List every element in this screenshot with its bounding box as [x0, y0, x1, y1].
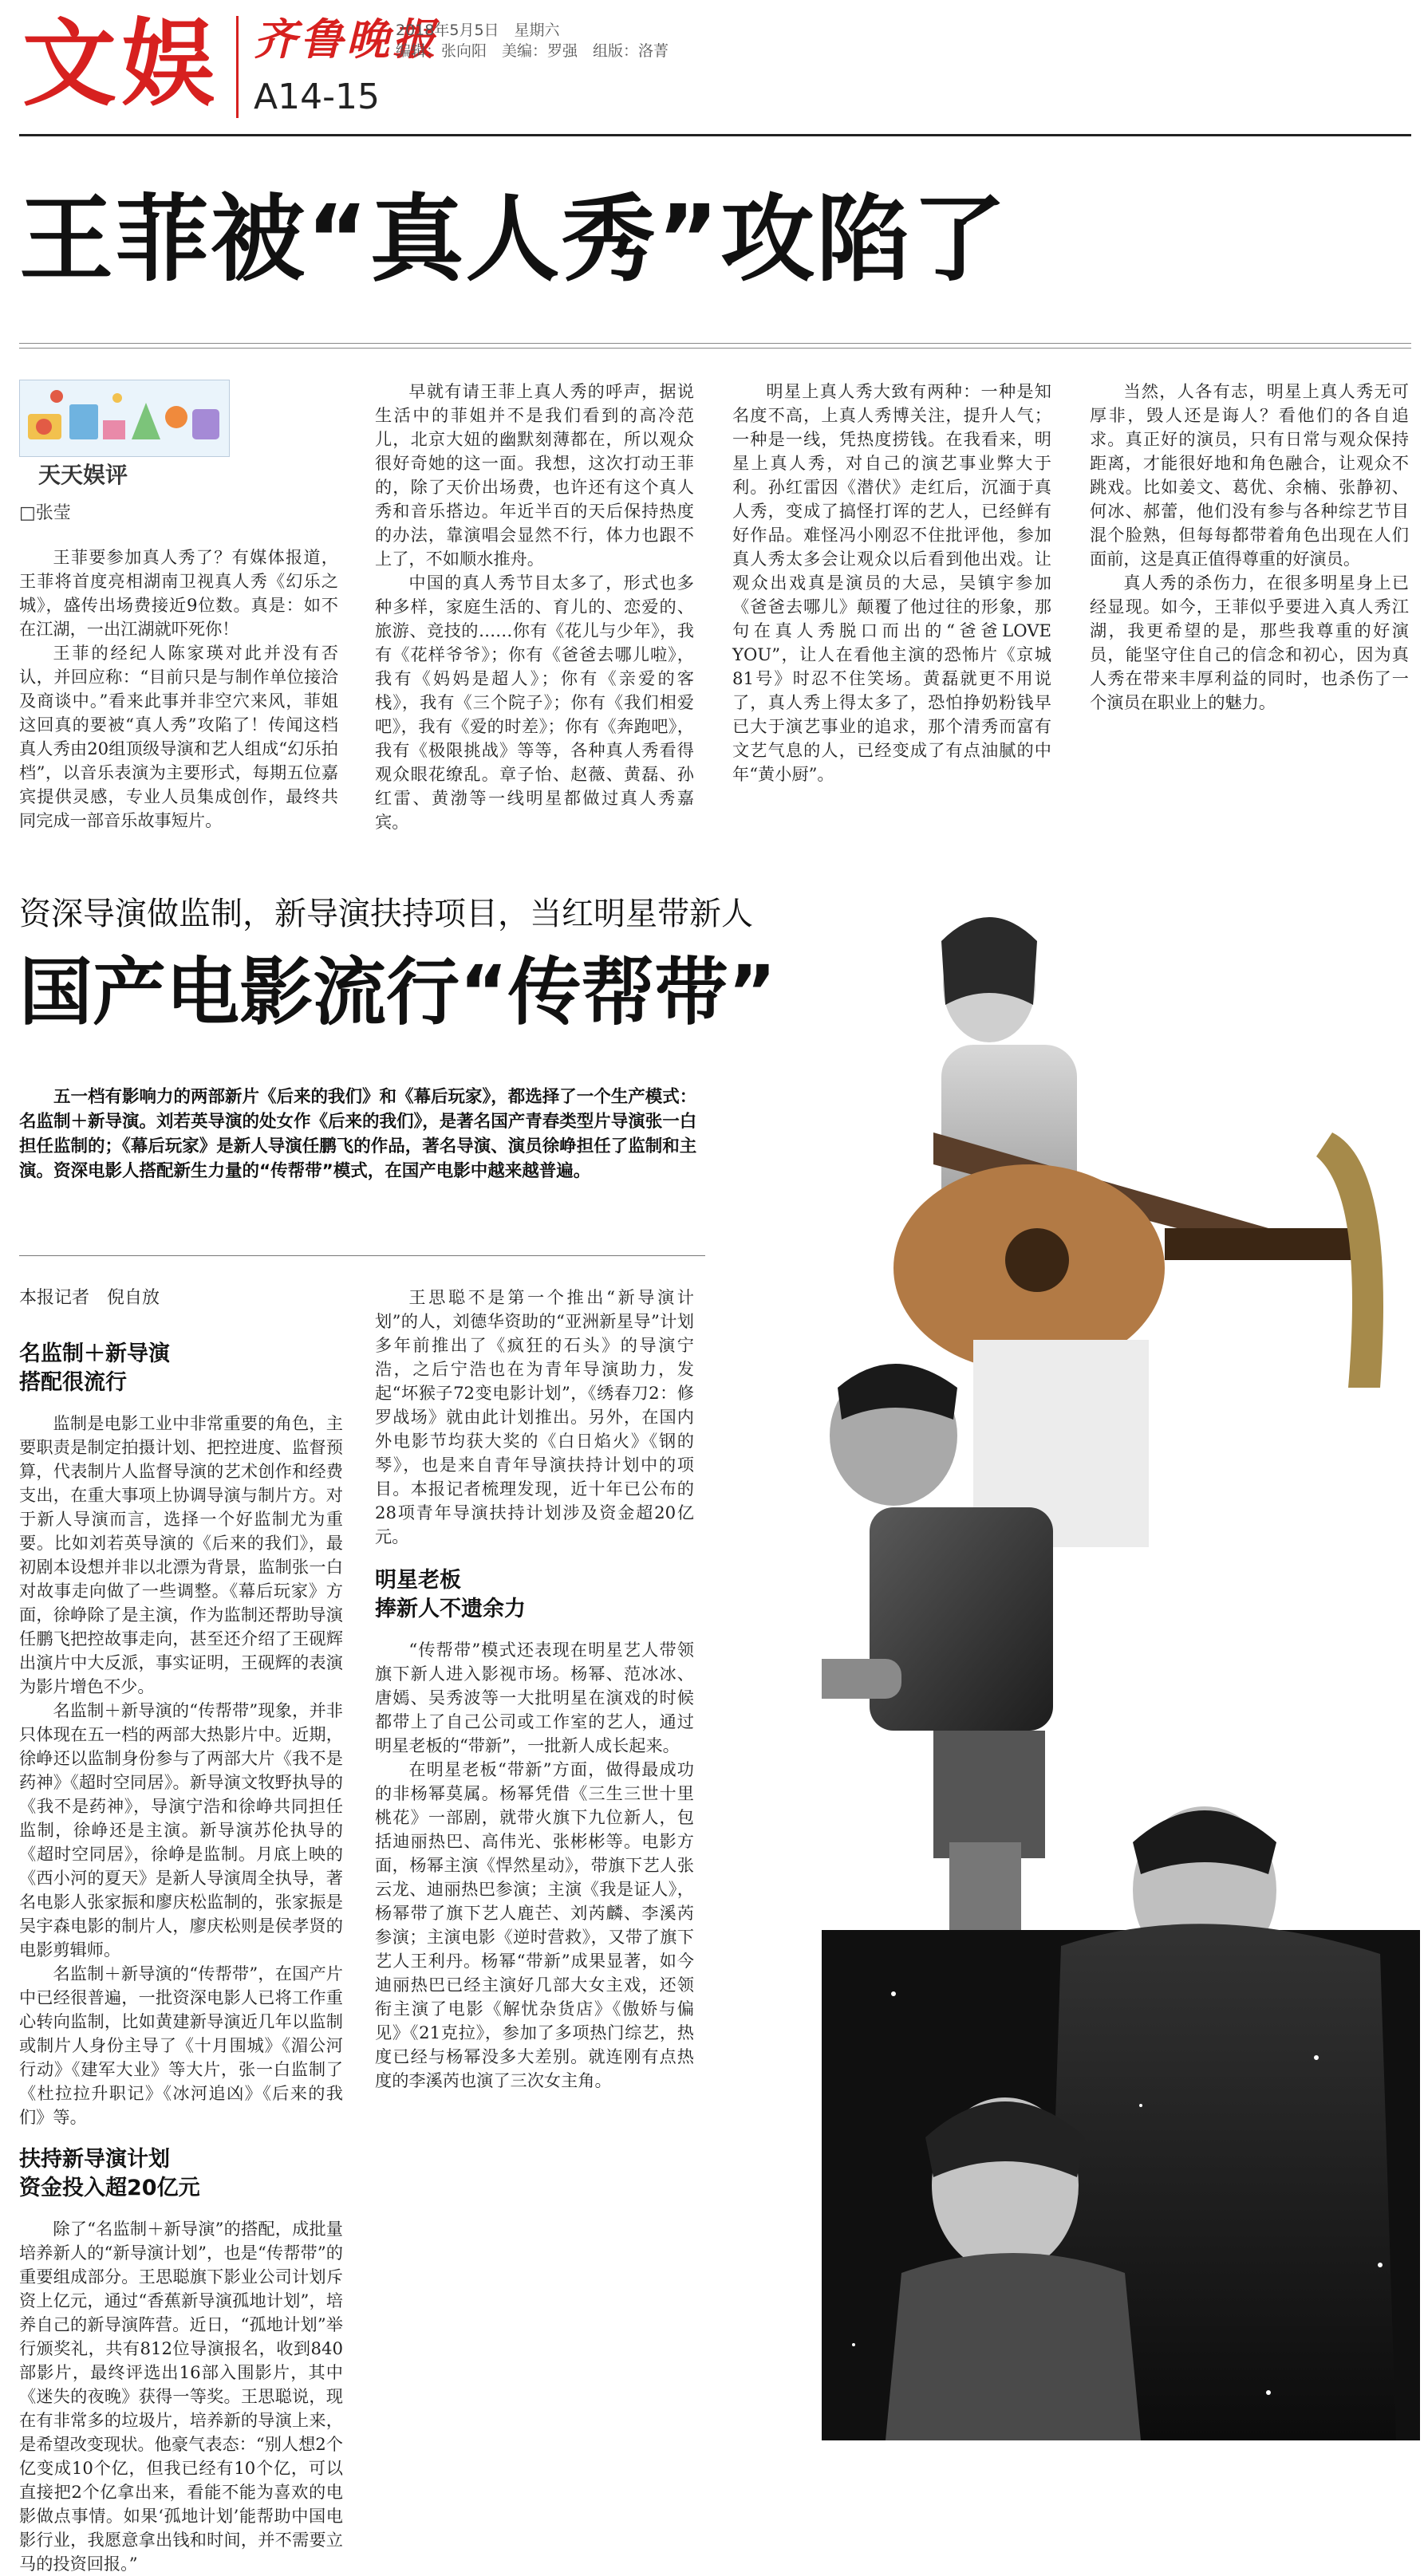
paper-logo: 齐鲁晚报	[254, 14, 439, 65]
section-heading	[19, 2145, 343, 2203]
editor-credits: 编辑：张向阳 美编：罗强 组版：洛菁	[396, 42, 669, 60]
section-heading-line: 扶持新导演计划	[19, 2147, 170, 2172]
article1-author: □张莹	[19, 503, 71, 523]
headline-rule	[19, 343, 1411, 344]
article1-paragraph: 当然，人各有志，明星上真人秀无可厚非，毁人还是诲人？看他们的各自追求。真正好的演员，只有日常与观众保持距离，才能很好地和角色融合，让观众不跳戏。比如姜文、葛优、余楠、张静初、何冰、郝蕾，他们没有参与各种综艺节目混个脸熟，但每每都带着角色出现在人们面前，这是真正值得尊重的好演员。	[1090, 381, 1409, 569]
article2-paragraph: 在明星老板“带新”方面，做得最成功的非杨幂莫属。杨幂凭借《三生三世十里桃花》一部剧，就带火旗下九位新人，包括迪丽热巴、高伟光、张彬彬等。电影方面，杨幂主演《悍然星动》，带旗下艺人张云龙、迪丽热巴参演；主演《我是证人》，杨幂带了旗下艺人鹿芒、刘芮麟、李溪芮参演；主演电影《逆时营救》，又带了旗下艺人王利丹。杨幂“带新”成果显著，如今迪丽热巴已经主演好几部大女主戏，还领衔主演了电影《解忧杂货店》《傲娇与偏见》《21克拉》，参加了多项热门综艺，热度已经与杨幂没多大差别。就连刚有点热度的李溪芮也演了三次女主角。	[375, 1759, 694, 2090]
article2-lede	[19, 1085, 705, 1184]
article1-paragraph: 真人秀的杀伤力，在很多明星身上已经显现。如今，王菲似乎要进入真人秀江湖，我更希望的是，那些我尊重的好演员，能坚守住自己的信念和初心，因为真人秀在带来丰厚利益的同时，也杀伤了一个演员在职业上的魅力。	[1090, 573, 1409, 712]
section-heading-line: 搭配很流行	[19, 1370, 127, 1395]
lede-text: 五一档有影响力的两部新片《后来的我们》和《幕后玩家》，都选择了一个生产模式：名监制＋新导演。刘若英导演的处女作《后来的我们》，是著名国产青春类型片导演张一白担任监制的；《幕后玩家》是新人导演任鹏飞的作品，著名导演、演员徐峥担任了监制和主演。资深电影人搭配新生力量的“传帮带”模式，在国产电影中越来越普遍。	[19, 1087, 697, 1181]
column-logo-illustration-icon	[20, 380, 229, 456]
movie-stills-photo	[822, 893, 1420, 2440]
section-heading	[19, 1340, 343, 1397]
masthead-divider	[236, 16, 239, 118]
section-body	[375, 1638, 694, 2093]
section-heading-line: 明星老板	[375, 1568, 461, 1593]
headline-rule-thin	[19, 348, 1411, 349]
article1-paragraph: 中国的真人秀节目太多了，形式也多种多样，家庭生活的、育儿的、恋爱的、旅游、竞技的……你有《花儿与少年》，我有《花样爷爷》；你有《爸爸去哪儿啦》，我有《妈妈是超人》；你有《亲爱的客栈》，我有《三个院子》；你有《我们相爱吧》，我有《爱的时差》；你有《奔跑吧》，我有《极限挑战》等等，各种真人秀看得观众眼花缭乱。章子怡、赵薇、黄磊、孙红雷、黄渤等一线明星都做过真人秀嘉宾。	[375, 573, 694, 832]
article1-paragraph: 王菲要参加真人秀了？有媒体报道，王菲将首度亮相湖南卫视真人秀《幻乐之城》，盛传出场费接近9位数。真是：如不在江湖，一出江湖就吓死你！	[19, 547, 338, 639]
article1-headline: 王菲被“真人秀”攻陷了	[19, 184, 1008, 294]
article2-column-2	[375, 1286, 694, 2093]
couple-in-snow-figure-icon	[822, 1806, 1420, 2440]
article2-byline: 本报记者 倪自放	[19, 1288, 160, 1308]
article1-column-4	[1090, 380, 1409, 715]
guitar-player-figure-icon	[893, 917, 1383, 1547]
article1-column-3	[732, 380, 1051, 786]
section-body	[19, 2217, 343, 2576]
section-title: 文娱	[22, 9, 221, 119]
article1-column-2	[375, 380, 694, 834]
section-heading-line: 捧新人不遗余力	[375, 1597, 526, 1621]
article2-paragraph: 名监制＋新导演的“传帮带”，在国产片中已经很普遍，一批资深电影人已将工作重心转向监制，比如黄建新导演近几年以监制或制片人身份主导了《十月围城》《湄公河行动》《建军大业》等大片，张一白监制了《杜拉拉升职记》《冰河追凶》《后来的我们》等。	[19, 1964, 343, 2127]
column-name: 天天娱评	[38, 462, 128, 488]
article2-paragraph: 名监制＋新导演的“传帮带”现象，并非只体现在五一档的两部大热影片中。近期，徐峥还以监制身份参与了两部大片《我不是药神》《超时空同居》。新导演文牧野执导的《我不是药神》，导演宁浩和徐峥共同担任监制，徐峥还是主演。新导演苏伦执导的《超时空同居》，徐峥是监制。月底上映的《西小河的夏天》是新人导演周全执导，著名电影人张家振和廖庆松监制的，张家振是吴宇森电影的制片人，廖庆松则是侯孝贤的电影剪辑师。	[19, 1700, 343, 1960]
article1-column-1	[19, 546, 338, 833]
section-body	[375, 1286, 694, 1549]
page-numbers: A14-15	[254, 77, 380, 117]
article2-paragraph: 监制是电影工业中非常重要的角色，主要职责是制定拍摄计划、把控进度、监督预算，代表制片人监督导演的艺术创作和经费支出，在重大事项上协调导演与制片方。对于新人导演而言，选择一个好监制尤为重要。比如刘若英导演的《后来的我们》，最初剧本设想并非以北漂为背景，监制张一白对故事走向做了一些调整。《幕后玩家》方面，徐峥除了是主演，作为监制还帮助导演任鹏飞把控故事走向，甚至还介绍了王砚辉出演片中大反派，事实证明，王砚辉的表演为影片增色不少。	[19, 1413, 343, 1696]
article1-paragraph: 王菲的经纪人陈家瑛对此并没有否认，并回应称：“目前只是与制作单位接洽及商谈中。”看来此事并非空穴来风，菲姐这回真的要被“真人秀”攻陷了！传闻这档真人秀由20组顶级导演和艺人组成“幻乐拍档”，以音乐表演为主要形式，每期五位嘉宾提供灵感，专业人员集成创作，最终共同完成一部音乐故事短片。	[19, 643, 338, 830]
article2-paragraph: 王思聪不是第一个推出“新导演计划”的人，刘德华资助的“亚洲新星导”计划多年前推出了《疯狂的石头》的导演宁浩，之后宁浩也在为青年导演助力，发起“坏猴子72变电影计划”，《绣春刀2：修罗战场》就由此计划推出。另外，在国内外电影节均获大奖的《白日焰火》《钢的琴》，也是来自青年导演扶持计划中的项目。本报记者梳理发现，近十年已公布的28项青年导演扶持计划涉及资金超20亿元。	[375, 1287, 694, 1546]
column-logo	[19, 380, 230, 457]
article2-paragraph: 除了“名监制＋新导演”的搭配，成批量培养新人的“新导演计划”，也是“传帮带”的重要组成部分。王思聪旗下影业公司计划斥资上亿元，通过“香蕉新导演孤地计划”，培养自己的新导演阵营。近日，“孤地计划”举行颁奖礼，共有812位导演报名，收到840部影片，最终评选出16部入围影片，其中《迷失的夜晚》获得一等奖。王思聪说，现在有非常多的垃圾片，培养新的导演上来，是希望改变现状。他豪气表态：“别人想2个亿变成10个亿，但我已经有10个亿，可以直接把2个亿拿出来，看能不能为喜欢的电影做点事情。如果‘孤地计划’能帮助中国电影行业，我愿意拿出钱和时间，并不需要立马的投资回报。”	[19, 2219, 343, 2574]
article2-subhead: 资深导演做监制，新导演扶持项目，当红明星带新人	[19, 896, 753, 932]
article2-paragraph: “传帮带”模式还表现在明星艺人带领旗下新人进入影视市场。杨幂、范冰冰、唐嫣、吴秀波等一大批明星在演戏的时候都带上了自己公司或工作室的艺人，通过明星老板的“带新”，一批新人成长起来。	[375, 1640, 694, 1755]
article1-paragraph: 明星上真人秀大致有两种：一种是知名度不高，上真人秀博关注，提升人气；一种是一线，凭热度捞钱。在我看来，明星上真人秀，对自己的演艺事业弊大于利。孙红雷因《潜伏》走红后，沉湎于真人秀，变成了搞怪打诨的艺人，已经鲜有好作品。难怪冯小刚忍不住批评他，参加真人秀太多会让观众以后看到他出戏。让观众出戏真是演员的大忌，吴镇宇参加《爸爸去哪儿》颠覆了他过往的形象，那句在真人秀脱口而出的“爸爸LOVE YOU”，让人在看他主演的恐怖片《京城81号》时忍不住笑场。黄磊就更不用说了，真人秀上得太多了，恐怕挣奶粉钱早已大于演艺事业的追求，那个清秀而富有文艺气息的人，已经变成了有点油腻的中年“黄小厨”。	[732, 381, 1051, 784]
issue-date: 2018年5月5日 星期六	[396, 22, 560, 39]
lede-rule	[19, 1255, 705, 1256]
article2-column-1	[19, 1340, 343, 2576]
section-heading-line: 名监制＋新导演	[19, 1341, 170, 1366]
section-heading	[375, 1566, 694, 1624]
section-heading-line: 资金投入超20亿元	[19, 2176, 200, 2200]
section-body	[19, 1412, 343, 2129]
article2-headline: 国产电影流行“传帮带”	[19, 950, 776, 1035]
article1-paragraph: 早就有请王菲上真人秀的呼声，据说生活中的菲姐并不是我们看到的高冷范儿，北京大妞的幽默刻薄都在，所以观众很好奇她的这一面。我想，这次打动王菲的，除了天价出场费，也许还有这个真人秀和音乐搭边。年近半百的天后保持热度的办法，靠演唱会显然不行，体力也跟不上了，不如顺水推舟。	[375, 381, 694, 569]
masthead-rule	[19, 134, 1411, 136]
